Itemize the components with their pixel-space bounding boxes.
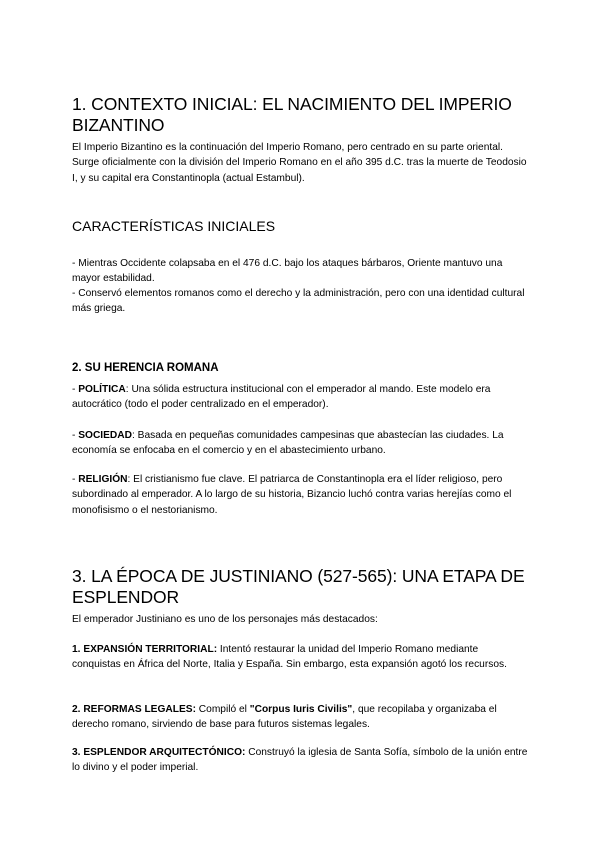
justinian-legal-label: 2. REFORMAS LEGALES: — [72, 704, 196, 715]
heritage-politica-label: POLÍTICA — [78, 384, 126, 395]
heritage-sociedad: - SOCIEDAD: Basada en pequeñas comunidades campesinas que abastecían las ciudades. La economía se enfocaba en el comercio y en el abastecimiento urbano. — [72, 430, 504, 457]
section-3-title: 3. LA ÉPOCA DE JUSTINIANO (527-565): UNA ETAPA DE ESPLENDOR — [72, 566, 525, 607]
characteristic-point-2: - Conservó elementos romanos como el derecho y la administración, pero con una identidad cultural más griega. — [72, 288, 525, 315]
corpus-iuris-civilis: "Corpus Iuris Civilis" — [249, 704, 353, 715]
section-3-intro: El emperador Justiniano es uno de los personajes más destacados: — [72, 614, 378, 625]
justinian-architecture-label: 3. ESPLENDOR ARQUITECTÓNICO: — [72, 747, 246, 758]
heritage-religion: - RELIGIÓN: El cristianismo fue clave. El patriarca de Constantinopla era el líder religioso, pero subordinado al emperador. A lo largo de su historia, Bizancio luchó contra varias herejías como el monofisismo o el nestorianismo. — [72, 474, 512, 516]
justinian-expansion-label: 1. EXPANSIÓN TERRITORIAL: — [72, 644, 218, 655]
justinian-legal-reforms: 2. REFORMAS LEGALES: Compiló el "Corpus Iuris Civilis", que recopilaba y organizaba el derecho romano, sirviendo de base para futuros sistemas legales. — [72, 704, 497, 731]
section-1-intro: El Imperio Bizantino es la continuación del Imperio Romano, pero centrado en su parte oriental. Surge oficialmente con la división del Imperio Romano en el año 395 d.C. tras la muerte de Teodosio I, y su capital era Constantinopla (actual Estambul). — [72, 142, 527, 184]
section-2-title: 2. SU HERENCIA ROMANA — [72, 362, 219, 374]
characteristic-point-1: - Mientras Occidente colapsaba en el 476 d.C. bajo los ataques bárbaros, Oriente mantuvo una mayor estabilidad. — [72, 258, 503, 285]
section-1-title: 1. CONTEXTO INICIAL: EL NACIMIENTO DEL IMPERIO BIZANTINO — [72, 94, 512, 135]
heritage-sociedad-label: SOCIEDAD — [78, 430, 133, 441]
section-1-subtitle: CARACTERÍSTICAS INICIALES — [72, 218, 276, 234]
heritage-politica: - POLÍTICA: Una sólida estructura institucional con el emperador al mando. Este modelo era autocrático (todo el poder centralizado en el emperador). — [72, 384, 491, 411]
heritage-religion-label: RELIGIÓN — [78, 474, 128, 485]
justinian-architecture: 3. ESPLENDOR ARQUITECTÓNICO: Construyó la iglesia de Santa Sofía, símbolo de la unión entre lo divino y el poder imperial. — [72, 747, 528, 774]
justinian-expansion: 1. EXPANSIÓN TERRITORIAL: Intentó restaurar la unidad del Imperio Romano mediante conquistas en África del Norte, Italia y España. Sin embargo, esta expansión agotó los recursos. — [72, 644, 507, 671]
